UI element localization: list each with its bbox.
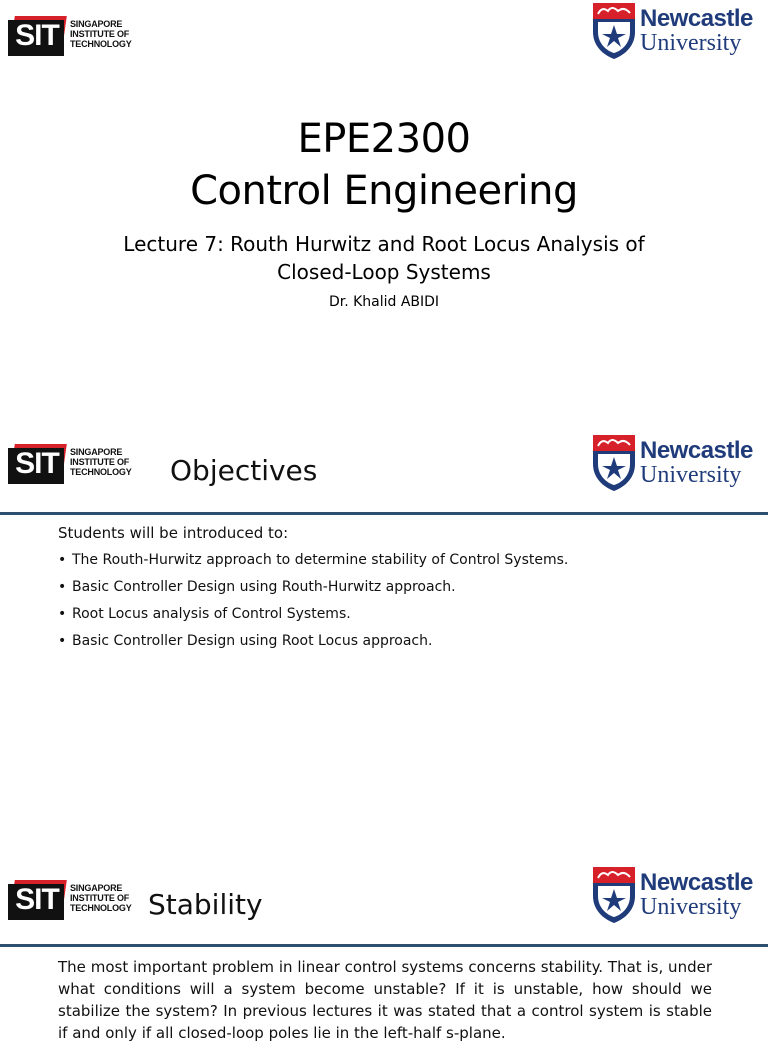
objectives-slide: [0, 432, 768, 832]
author: Dr. Khalid ABIDI: [328, 294, 440, 310]
newcastle-logo: Newcastle University: [592, 434, 753, 492]
newcastle-shield-icon: [592, 2, 636, 60]
stability-slide: [0, 862, 768, 1042]
newcastle-logo: Newcastle University: [592, 2, 753, 60]
list-item: • The Routh-Hurwitz approach to determine stability of Control Systems.: [58, 552, 569, 568]
objectives-intro: Students will be introduced to:: [58, 524, 289, 542]
sit-logo: [8, 440, 132, 484]
header-divider: [0, 512, 768, 515]
newcastle-shield-icon: [592, 434, 636, 492]
newcastle-logo: Newcastle University: [592, 866, 753, 924]
sit-logo-text: SINGAPORE INSTITUTE OF TECHNOLOGY: [70, 447, 132, 477]
sit-logo-text: SINGAPORE INSTITUTE OF TECHNOLOGY: [70, 19, 132, 49]
header-divider: [0, 944, 768, 947]
objectives-content: [58, 524, 728, 660]
newcastle-shield-icon: [592, 866, 636, 924]
title-slide: [0, 0, 768, 410]
list-item: • Root Locus analysis of Control Systems.: [58, 606, 351, 622]
section-title: Objectives: [170, 454, 318, 487]
course-code: EPE2300: [297, 116, 471, 162]
sit-logo-mark: SIT: [8, 876, 64, 920]
sit-logo-mark: SIT: [8, 12, 64, 56]
sit-logo-mark: SIT: [8, 440, 64, 484]
sit-logo-text: SINGAPORE INSTITUTE OF TECHNOLOGY: [70, 883, 132, 913]
stability-paragraph: The most important problem in linear control systems concerns stability. That is, under what conditions will a system become unstable? If it is unstable, how should we stabilize the system? In previous lectures it was stated that a control system is stable if and only if all closed-loop poles lie in the left-half s-plane.: [58, 958, 712, 1042]
list-item: • Basic Controller Design using Root Locus approach.: [58, 633, 433, 649]
sit-logo: [8, 876, 132, 920]
objectives-list: [58, 552, 728, 650]
course-name: Control Engineering: [190, 168, 578, 214]
list-item: • Basic Controller Design using Routh-Hurwitz approach.: [58, 579, 456, 595]
lecture-subtitle: Lecture 7: Routh Hurwitz and Root Locus Analysis of Closed-Loop Systems: [123, 232, 645, 284]
sit-logo: [8, 12, 132, 56]
section-title: Stability: [148, 888, 263, 921]
